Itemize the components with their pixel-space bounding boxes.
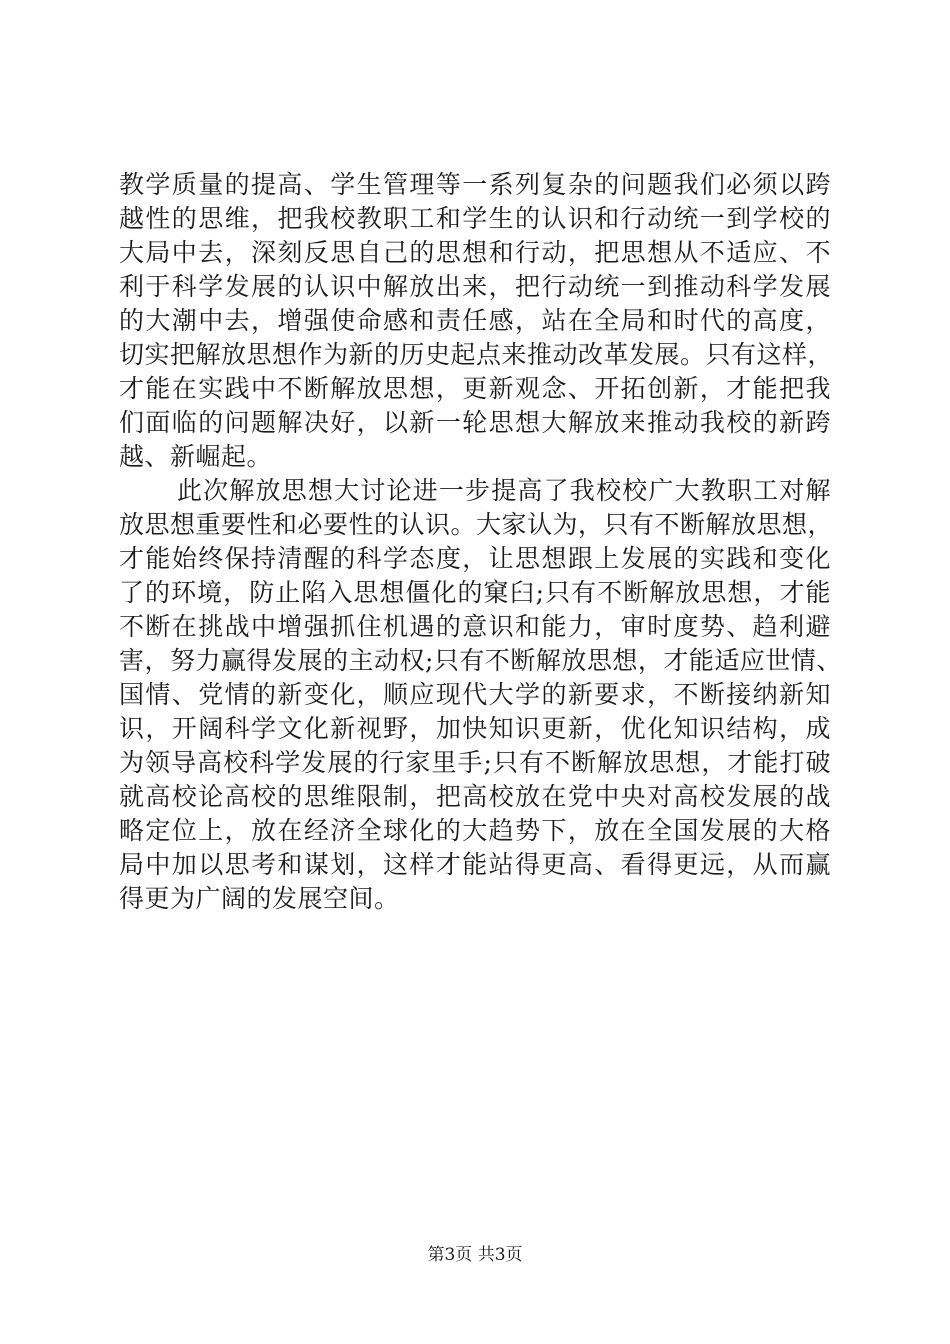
text-line: 此次解放思想大讨论进一步提高了我校校广大教职工对解 [177,476,831,505]
text-line: 才能在实践中不断解放思想，更新观念、开拓创新，才能把我 [119,374,831,403]
text-line: 害，努力赢得发展的主动权;只有不断解放思想，才能适应世情、 [119,646,842,675]
text-line: 越性的思维，把我校教职工和学生的认识和行动统一到学校的 [119,204,831,233]
text-line: 局中加以思考和谋划，这样才能站得更高、看得更远，从而赢 [119,850,831,879]
text-line: 才能始终保持清醒的科学态度，让思想跟上发展的实践和变化 [119,544,831,573]
paragraph-2 [119,474,842,916]
paragraph-1 [119,168,834,474]
text-line: 切实把解放思想作为新的历史起点来推动改革发展。只有这样， [119,340,834,369]
text-line: 为领导高校科学发展的行家里手;只有不断解放思想，才能打破 [119,748,831,777]
text-line: 国情、党情的新变化，顺应现代大学的新要求，不断接纳新知 [119,680,831,709]
text-line: 利于科学发展的认识中解放出来，把行动统一到推动科学发展 [119,272,831,301]
text-line: 教学质量的提高、学生管理等一系列复杂的问题我们必须以跨 [119,170,831,199]
text-line: 的大潮中去，增强使命感和责任感，站在全局和时代的高度， [119,306,831,335]
text-line: 得更为广阔的发展空间。 [119,884,400,913]
text-line: 识，开阔科学文化新视野，加快知识更新，优化知识结构，成 [119,714,831,743]
page-number-footer: 第3页 共3页 [427,1245,523,1265]
text-line: 们面临的问题解决好，以新一轮思想大解放来推动我校的新跨 [119,408,831,437]
text-line: 了的环境，防止陷入思想僵化的窠臼;只有不断解放思想，才能 [119,578,831,607]
document-body [119,168,842,916]
text-line: 放思想重要性和必要性的认识。大家认为，只有不断解放思想， [119,510,834,539]
text-line: 大局中去，深刻反思自己的思想和行动，把思想从不适应、不 [119,238,831,267]
text-line: 就高校论高校的思维限制，把高校放在党中央对高校发展的战 [119,782,831,811]
text-line: 略定位上，放在经济全球化的大趋势下，放在全国发展的大格 [119,816,831,845]
text-line: 不断在挑战中增强抓住机遇的意识和能力，审时度势、趋利避 [119,612,831,641]
text-line: 越、新崛起。 [119,442,273,471]
